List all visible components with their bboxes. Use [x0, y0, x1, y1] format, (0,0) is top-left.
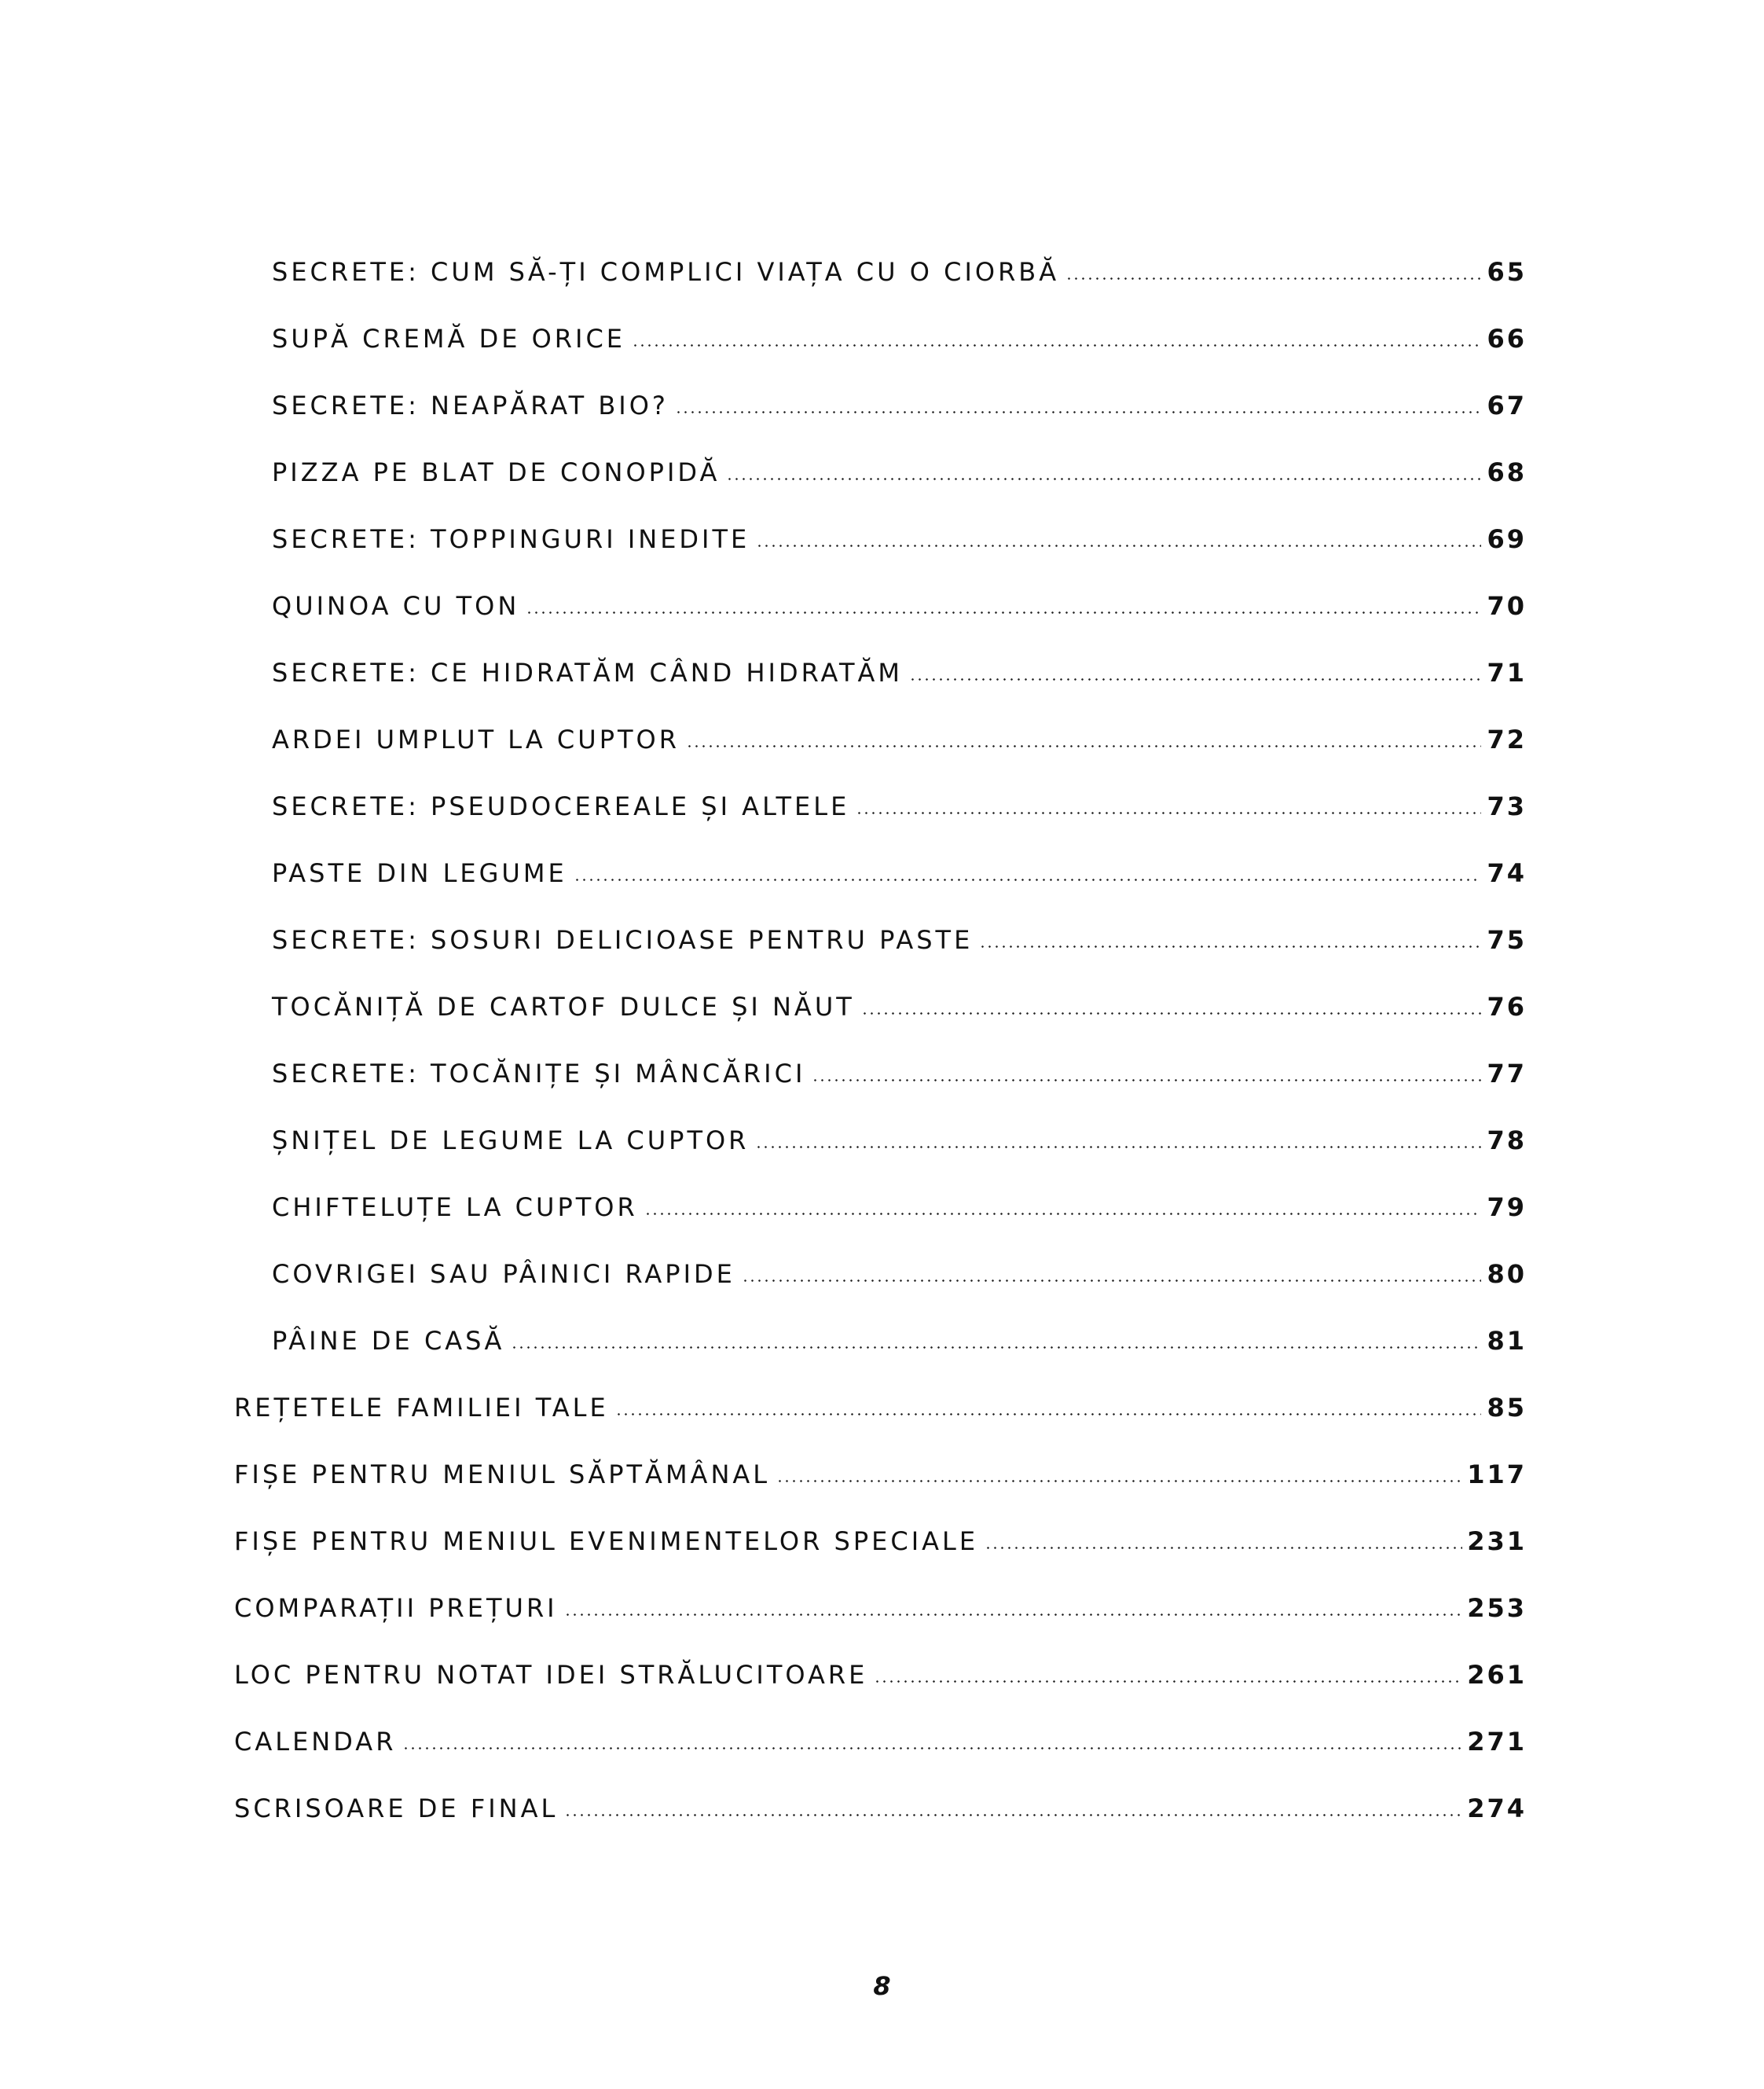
toc-entry[interactable]	[0, 1239, 1764, 1287]
toc-entry[interactable]	[0, 905, 1764, 953]
toc-entry-title: PASTE DIN LEGUME	[272, 861, 574, 886]
dot-leader	[615, 1413, 1481, 1415]
dot-leader	[909, 678, 1481, 681]
toc-entry-row	[272, 371, 1527, 418]
dot-leader	[756, 545, 1481, 547]
toc-entry-page: 65	[1487, 257, 1527, 287]
toc-entry-row	[272, 839, 1527, 886]
toc-entry[interactable]	[0, 505, 1764, 552]
toc-entry[interactable]	[0, 438, 1764, 485]
toc-entry-page: 72	[1487, 725, 1527, 754]
toc-entry-title: LOC PENTRU NOTAT IDEI STRĂLUCITOARE	[234, 1662, 874, 1687]
toc-entry-title: SUPĂ CREMĂ DE ORICE	[272, 326, 632, 351]
toc-entry[interactable]	[0, 1440, 1764, 1487]
toc-entry-title: FIȘE PENTRU MENIUL EVENIMENTELOR SPECIALE	[234, 1529, 985, 1554]
toc-entry[interactable]	[0, 972, 1764, 1022]
toc-entry-row	[234, 1373, 1527, 1423]
toc-entry[interactable]	[0, 1106, 1764, 1153]
toc-entry-row	[272, 1173, 1527, 1220]
dot-leader	[526, 611, 1481, 614]
toc-entry-title: CALENDAR	[234, 1729, 402, 1754]
toc-entry-row	[272, 638, 1527, 688]
toc-entry-row	[272, 1306, 1527, 1356]
toc-entry-title: CHIFTELUȚE LA CUPTOR	[272, 1195, 644, 1220]
toc-entry-title: SECRETE: CUM SĂ-ȚI COMPLICI VIAȚA CU O CIORBĂ	[272, 259, 1065, 285]
toc-entry[interactable]	[0, 304, 1764, 354]
toc-entry-title: FIȘE PENTRU MENIUL SĂPTĂMÂNAL	[234, 1462, 776, 1487]
toc-entry-page: 79	[1487, 1192, 1527, 1222]
toc-entry-row	[272, 304, 1527, 354]
toc-entry-row	[272, 1106, 1527, 1153]
toc-entry-title: REȚETELE FAMILIEI TALE	[234, 1395, 615, 1420]
toc-entry[interactable]	[0, 1774, 1764, 1821]
toc-entry-title: SECRETE: TOCĂNIȚE ȘI MÂNCĂRICI	[272, 1061, 812, 1086]
toc-entry-title: ȘNIȚEL DE LEGUME LA CUPTOR	[272, 1128, 755, 1153]
toc-entry-row	[234, 1774, 1527, 1821]
dot-leader	[755, 1146, 1481, 1148]
dot-leader	[985, 1547, 1462, 1549]
toc-entry[interactable]	[0, 839, 1764, 886]
toc-entry-page: 85	[1487, 1393, 1527, 1423]
toc-entry-page: 261	[1467, 1660, 1527, 1690]
toc-entry-title: TOCĂNIȚĂ DE CARTOF DULCE ȘI NĂUT	[272, 994, 861, 1019]
toc-entry-page: 80	[1487, 1259, 1527, 1289]
toc-entry-page: 81	[1487, 1326, 1527, 1356]
toc-entry-title: COVRIGEI SAU PÂINICI RAPIDE	[272, 1261, 742, 1287]
toc-entry[interactable]	[0, 1573, 1764, 1621]
toc-entry-page: 231	[1467, 1526, 1527, 1556]
dot-leader	[564, 1614, 1463, 1616]
dot-leader	[1065, 277, 1481, 280]
toc-entry-row	[272, 438, 1527, 485]
toc-entry[interactable]	[0, 1373, 1764, 1423]
toc-entry-row	[272, 772, 1527, 819]
toc-entry-page: 73	[1487, 791, 1527, 821]
toc-entry[interactable]	[0, 1173, 1764, 1220]
toc-entry-title: SECRETE: TOPPINGURI INEDITE	[272, 527, 756, 552]
toc-entry-title: PÂINE DE CASĂ	[272, 1328, 511, 1353]
toc-entry-page: 68	[1487, 457, 1527, 487]
toc-entry-row	[272, 237, 1527, 285]
toc-entry[interactable]	[0, 371, 1764, 418]
toc-entry-page: 74	[1487, 858, 1527, 888]
toc-entry-row	[234, 1507, 1527, 1554]
dot-leader	[812, 1079, 1481, 1081]
dot-leader	[856, 812, 1481, 814]
dot-leader	[686, 745, 1481, 747]
toc-entry-title: PIZZA PE BLAT DE CONOPIDĂ	[272, 460, 726, 485]
toc-entry-page: 117	[1467, 1459, 1527, 1489]
toc-entry-page: 67	[1487, 391, 1527, 420]
dot-leader	[511, 1346, 1481, 1349]
toc-entry[interactable]	[0, 1707, 1764, 1757]
toc-entry-row	[234, 1640, 1527, 1690]
toc-entry[interactable]	[0, 638, 1764, 688]
toc-entry-title: COMPARAȚII PREȚURI	[234, 1595, 564, 1621]
toc-entry-row	[272, 1039, 1527, 1089]
dot-leader	[874, 1680, 1462, 1683]
dot-leader	[564, 1814, 1462, 1816]
toc-entry-page: 70	[1487, 591, 1527, 621]
dot-leader	[632, 344, 1481, 347]
toc-entry-page: 271	[1467, 1727, 1527, 1757]
toc-entry[interactable]	[0, 1507, 1764, 1554]
toc-entry-page: 76	[1487, 992, 1527, 1022]
toc-entry-page: 274	[1467, 1793, 1527, 1823]
toc-entry-page: 75	[1487, 925, 1527, 955]
toc-entry[interactable]	[0, 705, 1764, 752]
toc-entry-page: 78	[1487, 1125, 1527, 1155]
toc-entry-title: SECRETE: SOSURI DELICIOASE PENTRU PASTE	[272, 927, 979, 953]
toc-entry-row	[272, 571, 1527, 619]
dot-leader	[776, 1480, 1462, 1482]
toc-entry-page: 77	[1487, 1059, 1527, 1089]
dot-leader	[979, 945, 1481, 948]
toc-entry[interactable]	[0, 772, 1764, 819]
toc-entry-page: 253	[1467, 1593, 1527, 1623]
toc-entry-row	[234, 1440, 1527, 1487]
toc-entry-title: SCRISOARE DE FINAL	[234, 1796, 564, 1821]
toc-entry-row	[234, 1573, 1527, 1621]
toc-entry[interactable]	[0, 571, 1764, 619]
toc-entry-title: SECRETE: NEAPĂRAT BIO?	[272, 393, 675, 418]
dot-leader	[574, 879, 1481, 881]
toc-entry[interactable]	[0, 1306, 1764, 1356]
toc-entry[interactable]	[0, 1640, 1764, 1690]
dot-leader	[742, 1279, 1481, 1282]
toc-entry[interactable]	[0, 237, 1764, 285]
dot-leader	[675, 411, 1481, 413]
toc-entry-title: SECRETE: CE HIDRATĂM CÂND HIDRATĂM	[272, 660, 909, 685]
toc-entry-row	[272, 972, 1527, 1022]
toc-entry-row	[272, 905, 1527, 953]
toc-entry-page: 69	[1487, 524, 1527, 554]
dot-leader	[861, 1012, 1481, 1015]
toc-entry-row	[272, 705, 1527, 752]
toc-entry-row	[272, 505, 1527, 552]
toc-entry-title: SECRETE: PSEUDOCEREALE ȘI ALTELE	[272, 794, 856, 819]
toc-entry-page: 66	[1487, 324, 1527, 354]
toc-entry-row	[272, 1239, 1527, 1287]
toc-entry-title: ARDEI UMPLUT LA CUPTOR	[272, 727, 686, 752]
dot-leader	[402, 1747, 1462, 1749]
dot-leader	[644, 1213, 1481, 1215]
page-number: 8	[873, 1971, 891, 2001]
toc-entry-title: QUINOA CU TON	[272, 593, 526, 619]
dot-leader	[726, 478, 1481, 480]
toc-entry-page: 71	[1487, 658, 1527, 688]
toc-entry[interactable]	[0, 1039, 1764, 1089]
toc-entry-row	[234, 1707, 1527, 1757]
